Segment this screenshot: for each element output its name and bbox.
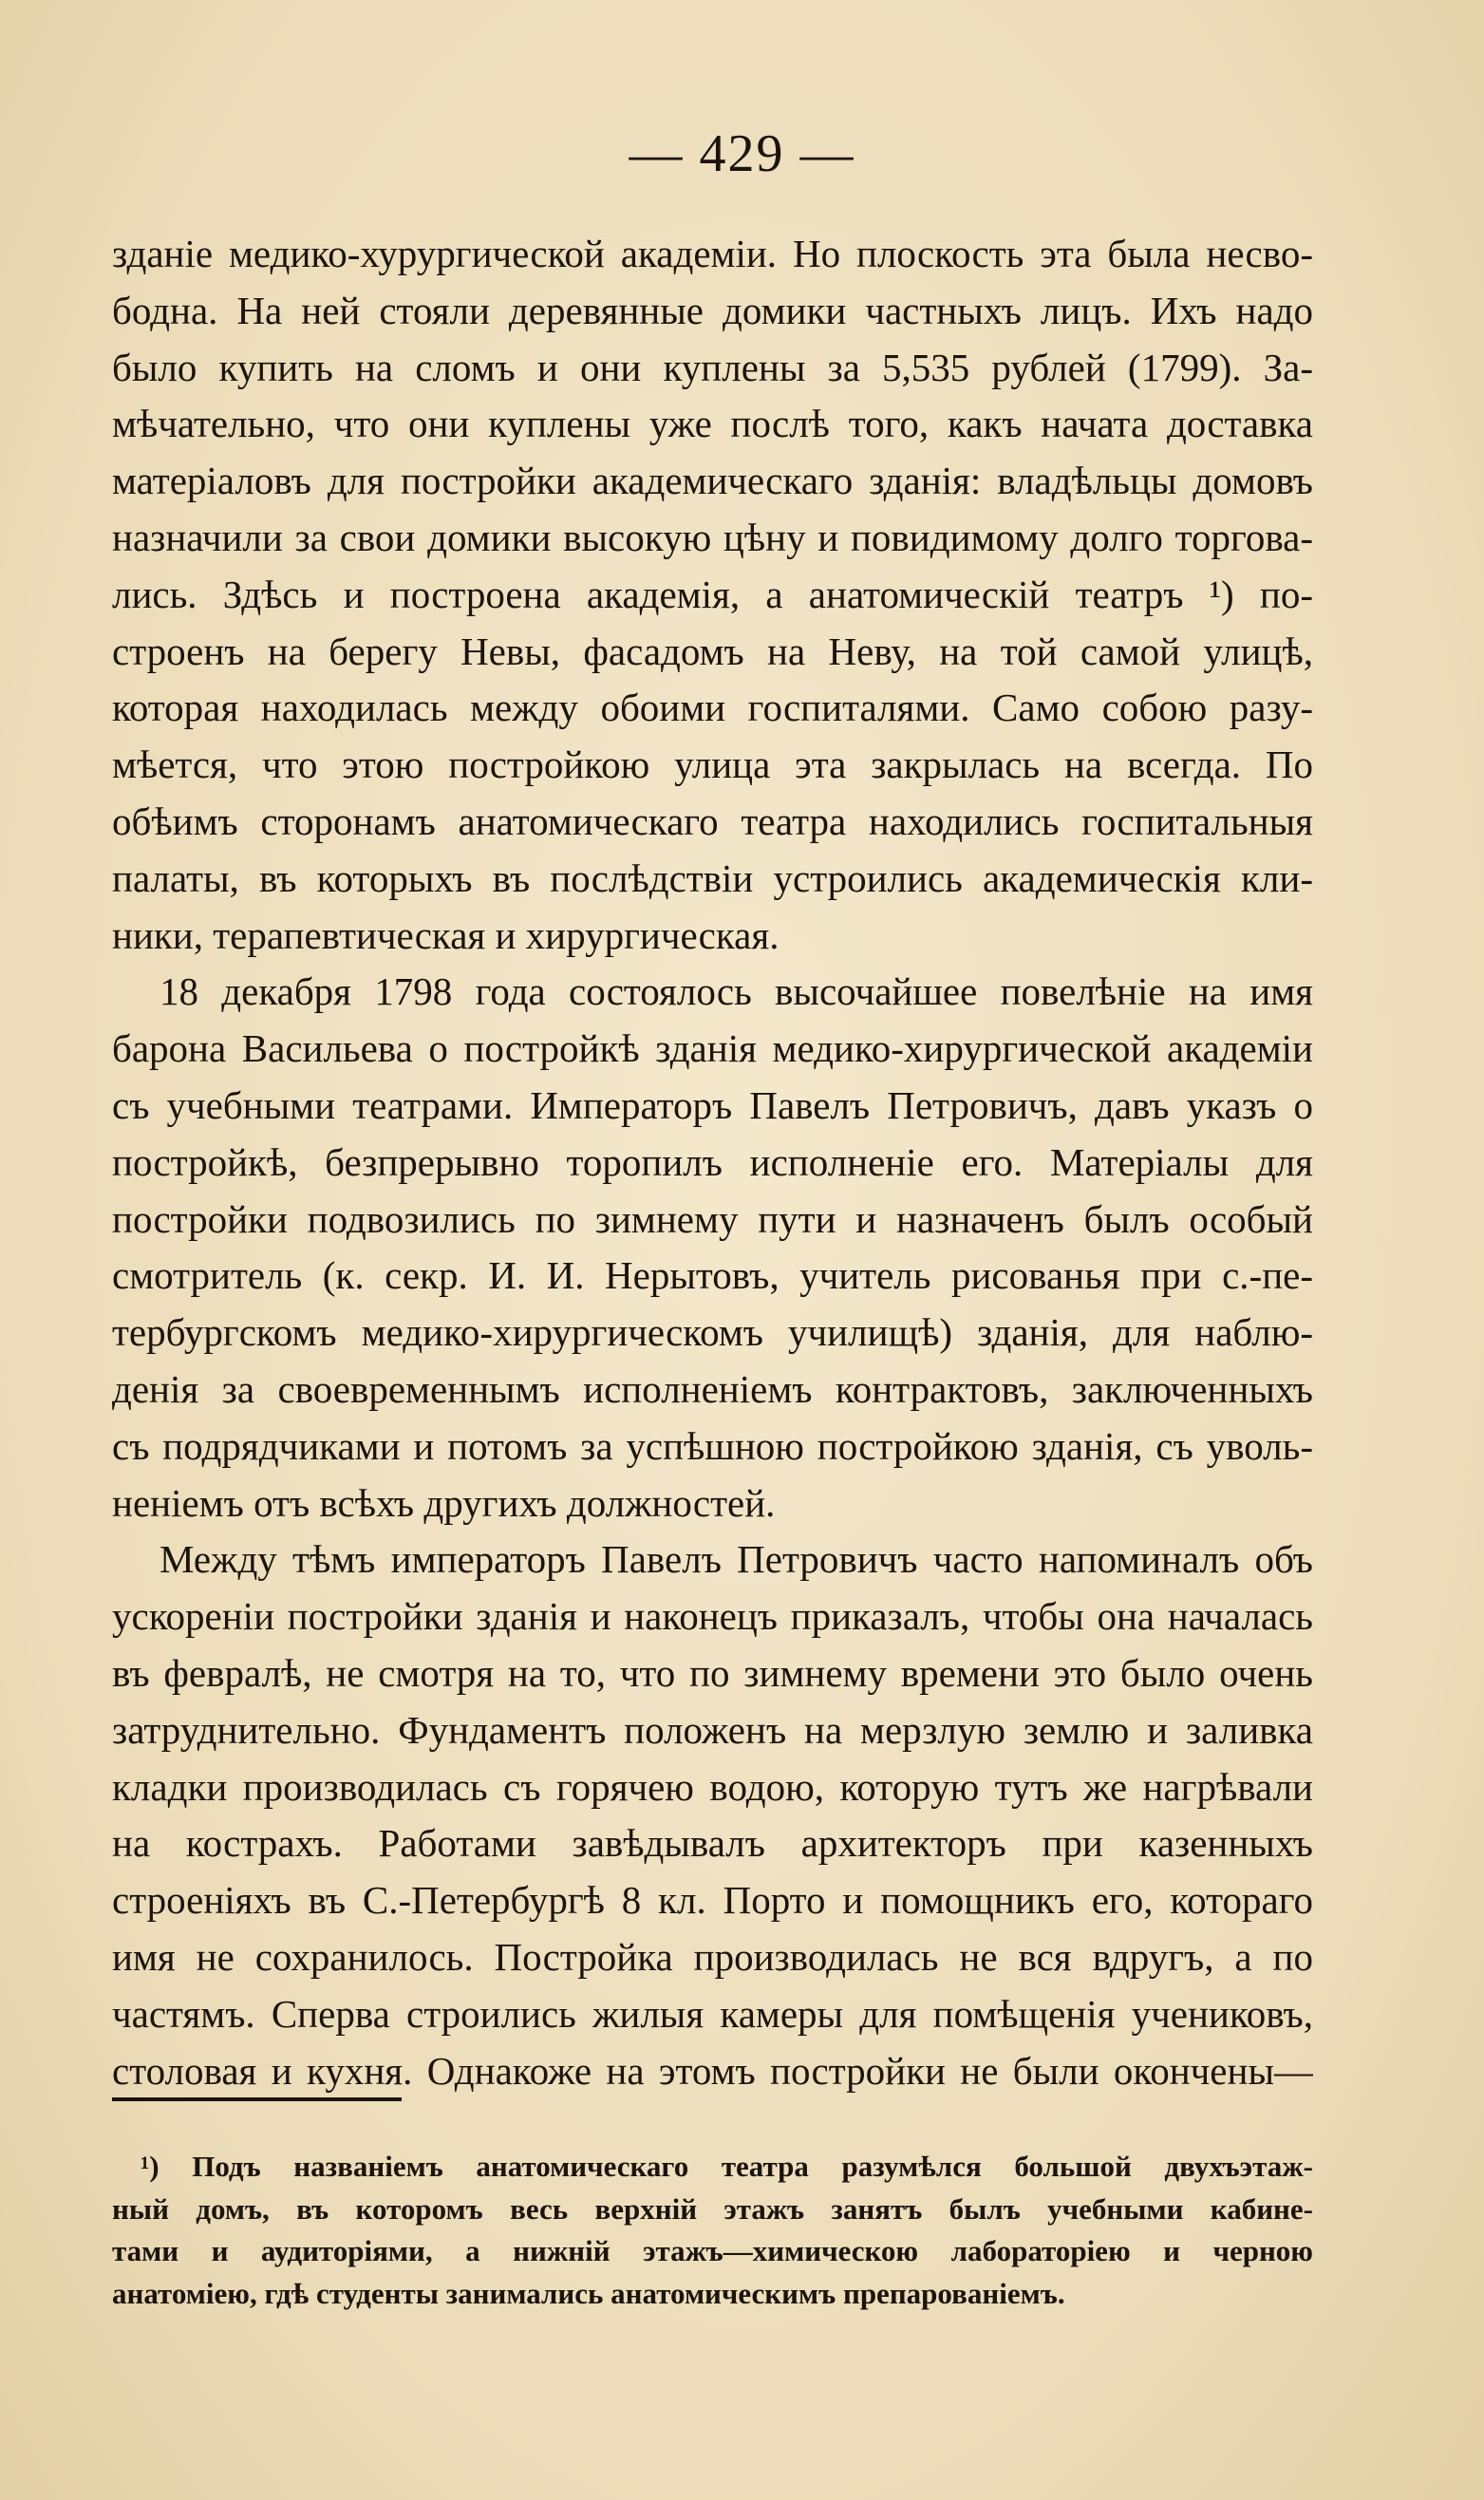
text-line: мѣчательно, что они куплены уже послѣ того, какъ начата доставка [112,402,1313,446]
text-line: зданіе медико-хурургической академіи. Но плоскость эта была несво- [112,232,1313,275]
text-line: смотритель (к. секр. И. И. Нерытовъ, учитель рисованья при с.-пе- [112,1253,1313,1298]
text-line: постройкѣ, безпрерывно торопилъ исполненіе его. Матеріалы для [112,1139,1313,1184]
text-line: съ подрядчиками и потомъ за успѣшною постройкою зданія, съ уволь- [112,1423,1313,1468]
footnote-line: ¹) Подъ названіемъ анатомическаго театра разумѣлся большой двухъэтаж- [141,2150,1313,2183]
text-line: ники, терапевтическая и хирургическая. [112,912,780,957]
text-line: матеріаловъ для постройки академическаго зданія: владѣльцы домовъ [112,459,1313,503]
footnote-line: анатоміею, гдѣ студенты занимались анатомическимъ препарованіемъ. [112,2276,1065,2310]
paragraph-start: Между тѣмъ императоръ Павелъ Петровичъ часто напоминалъ объ [160,1537,1313,1582]
footnote-line: тами и аудиторіями, а нижній этажъ—химическою лабораторіею и черною [112,2234,1313,2267]
text-line: частямъ. Сперва строились жилыя камеры для помѣщенія учениковъ, [112,1991,1313,2036]
text-line: имя не сохранилось. Постройка производилась не вся вдругъ, а по [112,1934,1313,1979]
text-line: палаты, въ которыхъ въ послѣдствіи устроились академическія кли- [112,855,1313,900]
text-line: назначили за свои домики высокую цѣну и повидимому долго торгова- [112,515,1313,559]
footnote-divider [112,2097,402,2101]
footnotes [112,2146,1313,2315]
text-line: тербургскомъ медико-хирургическомъ училищѣ) зданія, для наблю- [112,1310,1313,1355]
text-line: ускореніи постройки зданія и наконецъ приказалъ, чтобы она началась [112,1594,1313,1639]
text-line: неніемъ отъ всѣхъ другихъ должностей. [112,1480,776,1525]
page-number: — 429 — [629,124,855,183]
text-line: съ учебными театрами. Императоръ Павелъ Петровичъ, давъ указъ о [112,1082,1313,1127]
text-line: мѣется, что этою постройкою улица эта закрылась на всегда. По [112,742,1313,787]
footnote-line: ный домъ, въ которомъ весь верхній этажъ занятъ былъ учебными кабине- [112,2191,1313,2226]
text-line: столовая и кухня. Однакоже на этомъ постройки не были окончены— [112,2048,1313,2093]
text-line: лись. Здѣсь и построена академія, а анатомическій театръ ¹) по- [112,572,1313,616]
text-line: въ февралѣ, не смотря на то, что по зимнему времени это было очень [112,1650,1313,1695]
text-line: которая находилась между обоими госпиталями. Само собою разу- [112,686,1313,730]
text-line: денія за своевременнымъ исполненіемъ контрактовъ, заключенныхъ [112,1366,1313,1411]
main-text [112,226,1313,2099]
text-line: было купить на сломъ и они куплены за 5,535 рублей (1799). За- [112,345,1313,389]
text-line: постройки подвозились по зимнему пути и назначенъ былъ особый [112,1196,1313,1241]
text-line: затруднительно. Фундаментъ положенъ на мерзлую землю и заливка [112,1707,1313,1752]
paragraph-start: 18 декабря 1798 года состоялось высочайшее повелѣніе на имя [160,969,1313,1014]
text-line: барона Васильева о постройкѣ зданія медико-хирургической академіи [112,1026,1313,1071]
text-line: строенъ на берегу Невы, фасадомъ на Неву, на той самой улицѣ, [112,629,1313,673]
text-line: обѣимъ сторонамъ анатомическаго театра находились госпитальныя [112,799,1313,843]
text-line: бодна. На ней стояли деревянные домики частныхъ лицъ. Ихъ надо [112,288,1313,332]
text-line: на кострахъ. Работами завѣдывалъ архитекторъ при казенныхъ [112,1821,1313,1866]
text-line: кладки производилась съ горячею водою, которую тутъ же нагрѣвали [112,1764,1313,1809]
text-line: строеніяхъ въ С.-Петербургѣ 8 кл. Порто и помощникъ его, котораго [112,1878,1313,1923]
